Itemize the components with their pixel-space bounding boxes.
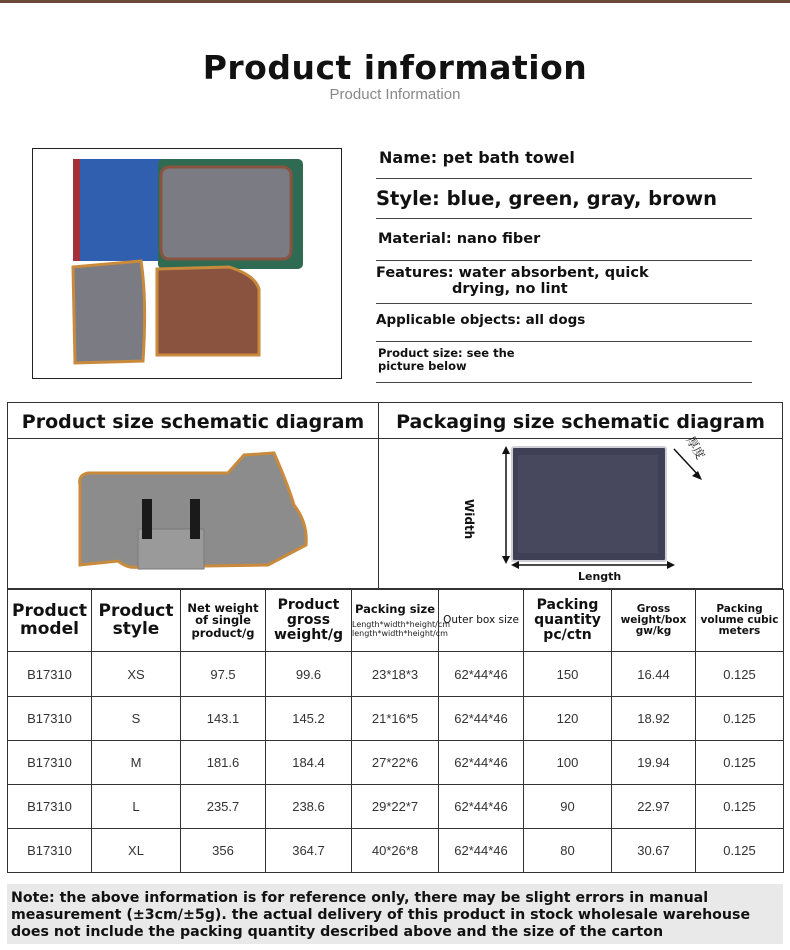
brown-towel [157,267,259,355]
header-net-weight: Net weight of single product/g [181,590,266,652]
header-gross-weight: Product gross weight/g [266,590,352,652]
top-accent-bar [0,0,790,3]
cell-gross: 238.6 [266,785,352,829]
table-row [8,785,784,829]
cell-pack: 23*18*3 [352,652,439,697]
header-packing-size: Packing size Length*width*height/cm length*width*height/cm [352,590,439,652]
cell-pack: 29*22*7 [352,785,439,829]
length-label: Length [578,570,622,583]
page-title: Product information [202,48,588,87]
header-outer-box: Outer box size [439,590,524,652]
spec-product-size: Product size: see the picture below [376,342,752,383]
table-row [8,697,784,741]
cell-net: 356 [181,829,266,873]
disclaimer-note: Note: the above information is for reference only, there may be slight errors in manual measurement (±3cm/±5g). the actual delivery of this product in stock wholesale warehouse does not include the packing quantity described above and the size of the carton [7,884,783,944]
dog-robe-diagram [68,445,318,577]
page-subtitle: Product Information [329,86,461,103]
cell-style: L [92,785,181,829]
cell-style: M [92,741,181,785]
cell-model: B17310 [8,785,92,829]
cell-vol: 0.125 [696,652,784,697]
cell-qty: 120 [524,697,612,741]
cell-style: XL [92,829,181,873]
cell-vol: 0.125 [696,785,784,829]
cell-vol: 0.125 [696,697,784,741]
towels-illustration [33,149,341,378]
specification-table [7,589,784,873]
cell-pack: 40*26*8 [352,829,439,873]
table-row [8,741,784,785]
cell-net: 143.1 [181,697,266,741]
schematic-diagrams [7,402,783,589]
table-row [8,829,784,873]
cell-box: 62*44*46 [439,785,524,829]
table-row [8,652,784,697]
header-quantity: Packing quantity pc/ctn [524,590,612,652]
cell-pack: 27*22*6 [352,741,439,785]
cell-style: S [92,697,181,741]
header-model: Product model [8,590,92,652]
cell-qty: 100 [524,741,612,785]
cell-gw: 30.67 [612,829,696,873]
cell-qty: 90 [524,785,612,829]
spec-features: Features: water absorbent, quick drying, no lint [376,261,752,304]
cell-model: B17310 [8,652,92,697]
product-diagram-title: Product size schematic diagram [8,403,378,439]
cell-gross: 364.7 [266,829,352,873]
cell-model: B17310 [8,741,92,785]
cell-vol: 0.125 [696,829,784,873]
cell-gw: 18.92 [612,697,696,741]
cell-box: 62*44*46 [439,697,524,741]
cell-box: 62*44*46 [439,829,524,873]
spec-name: Name: pet bath towel [376,146,752,179]
header-style: Product style [92,590,181,652]
cell-gross: 99.6 [266,652,352,697]
packaging-diagram-title: Packaging size schematic diagram [379,403,782,439]
cell-net: 235.7 [181,785,266,829]
cell-box: 62*44*46 [439,652,524,697]
cell-pack: 21*16*5 [352,697,439,741]
spec-style: Style: blue, green, gray, brown [376,179,752,219]
cell-gross: 184.4 [266,741,352,785]
cell-model: B17310 [8,697,92,741]
cell-model: B17310 [8,829,92,873]
cell-gw: 22.97 [612,785,696,829]
cell-net: 181.6 [181,741,266,785]
package-diagram [478,443,718,588]
thickness-label: 厚度 [683,433,708,462]
spec-material: Material: nano fiber [376,219,752,261]
cell-qty: 150 [524,652,612,697]
table-header-row [8,590,784,652]
cell-vol: 0.125 [696,741,784,785]
width-label: Width [462,499,476,540]
header-volume: Packing volume cubic meters [696,590,784,652]
cell-qty: 80 [524,829,612,873]
gray-towel-small [73,261,145,363]
gray-towel [161,167,291,259]
header-gross-box: Gross weight/box gw/kg [612,590,696,652]
cell-net: 97.5 [181,652,266,697]
cell-box: 62*44*46 [439,741,524,785]
cell-gw: 19.94 [612,741,696,785]
cell-style: XS [92,652,181,697]
spec-applicable: Applicable objects: all dogs [376,304,752,342]
strap-left [142,499,152,539]
strap-right [190,499,200,539]
product-photo [32,148,342,379]
cell-gw: 16.44 [612,652,696,697]
cell-gross: 145.2 [266,697,352,741]
